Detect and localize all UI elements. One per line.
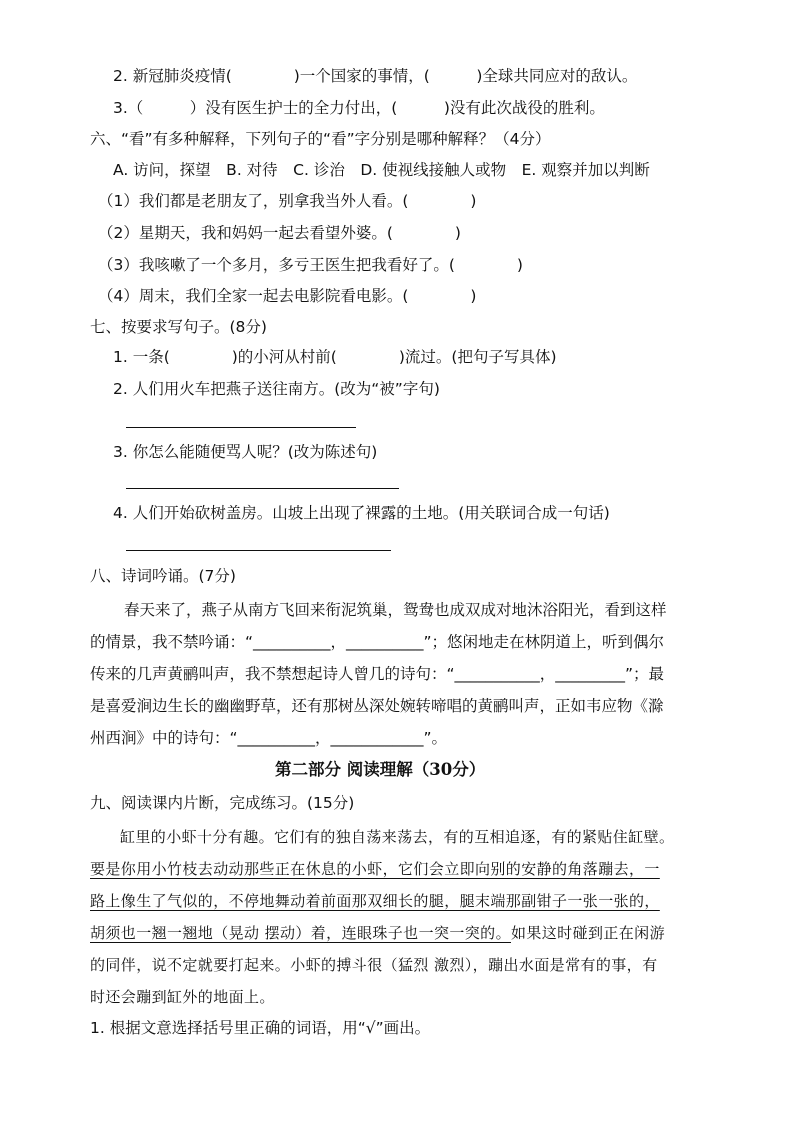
q9-subquestion-1: 1. 根据文意选择括号里正确的词语，用“√”画出。 <box>90 1019 431 1037</box>
passage-line-5: 的同伴，说不定就要打起来。小虾的搏斗很（猛烈 激烈），蹦出水面是常有的事，有 <box>90 956 658 974</box>
part2-title: 第二部分 阅读理解（30分） <box>275 760 486 779</box>
q5-item-2: 2. 新冠肺炎疫情( )一个国家的事情，( )全球共同应对的敌认。 <box>113 67 638 85</box>
q6-item-1: （1）我们都是老朋友了，别拿我当外人看。( ) <box>98 192 477 210</box>
passage-line-4 <box>90 923 665 943</box>
q7-item-1: 1. 一条( )的小河从村前( )流过。(把句子写具体) <box>113 348 557 366</box>
q7-item-2: 2. 人们用火车把燕子送往南方。(改为“被”字句) <box>113 380 440 398</box>
answer-line-q7-3[interactable] <box>126 488 399 489</box>
passage-line-1: 缸里的小虾十分有趣。它们有的独自荡来荡去，有的互相追逐，有的紧贴住缸壁。 <box>120 828 675 846</box>
passage-line-3: 路上像生了气似的，不停地舞动着前面那双细长的腿，腿末端那副钳子一张一张的， <box>90 892 660 910</box>
q8-paragraph-line-5: 州西涧》中的诗句：“__________，____________”。 <box>90 729 448 747</box>
q8-paragraph-line-4: 是喜爱涧边生长的幽幽野草，还有那树丛深处婉转啼唱的黄鹂叫声，正如韦应物《滁 <box>90 697 664 715</box>
q9-title: 九、阅读课内片断，完成练习。(15分) <box>90 794 355 812</box>
q6-title: 六、“看”有多种解释，下列句子的“看”字分别是哪种解释？（4分） <box>90 130 551 148</box>
q8-paragraph-line-2: 的情景，我不禁吟诵：“__________，__________”；悠闲地走在林阴道上，听到偶尔 <box>90 633 665 651</box>
q6-item-2: （2）星期天，我和妈妈一起去看望外婆。( ) <box>98 224 461 242</box>
answer-line-q7-4[interactable] <box>126 550 391 551</box>
passage-line-2: 要是你用小竹枝去动动那些正在休息的小虾，它们会立即向别的安静的角落蹦去，一 <box>90 860 660 878</box>
passage-line-6: 时还会蹦到缸外的地面上。 <box>90 988 275 1006</box>
answer-line-q7-2[interactable] <box>126 427 356 428</box>
q7-item-4: 4. 人们开始砍树盖房。山坡上出现了裸露的土地。(用关联词合成一句话) <box>113 504 610 522</box>
q7-item-3: 3. 你怎么能随便骂人呢？(改为陈述句) <box>113 443 378 461</box>
q8-paragraph-line-1: 春天来了，燕子从南方飞回来衔泥筑巢，鸳鸯也成双成对地沐浴阳光，看到这样 <box>124 601 667 619</box>
q6-item-3: （3）我咳嗽了一个多月，多亏王医生把我看好了。( ) <box>98 256 523 274</box>
q6-item-4: （4）周末，我们全家一起去电影院看电影。( ) <box>98 287 477 305</box>
passage-line-4-rest: 如果这时碰到正在闲游 <box>510 924 665 942</box>
q5-item-3: 3.（ ）没有医生护士的全力付出，( )没有此次战役的胜利。 <box>113 99 605 117</box>
q8-title: 八、诗词吟诵。(7分) <box>90 567 236 585</box>
passage-line-4-underlined: 胡须也一翘一翘地（晃动 摆动）着，连眼珠子也一突一突的。 <box>90 924 511 942</box>
q8-paragraph-line-3: 传来的几声黄鹂叫声，我不禁想起诗人曾几的诗句：“___________，_________”；最 <box>90 665 665 683</box>
q7-title: 七、按要求写句子。(8分) <box>90 318 267 336</box>
q6-options: A. 访问，探望 B. 对待 C. 诊治 D. 使视线接触人或物 E. 观察并加以判断 <box>113 161 650 179</box>
